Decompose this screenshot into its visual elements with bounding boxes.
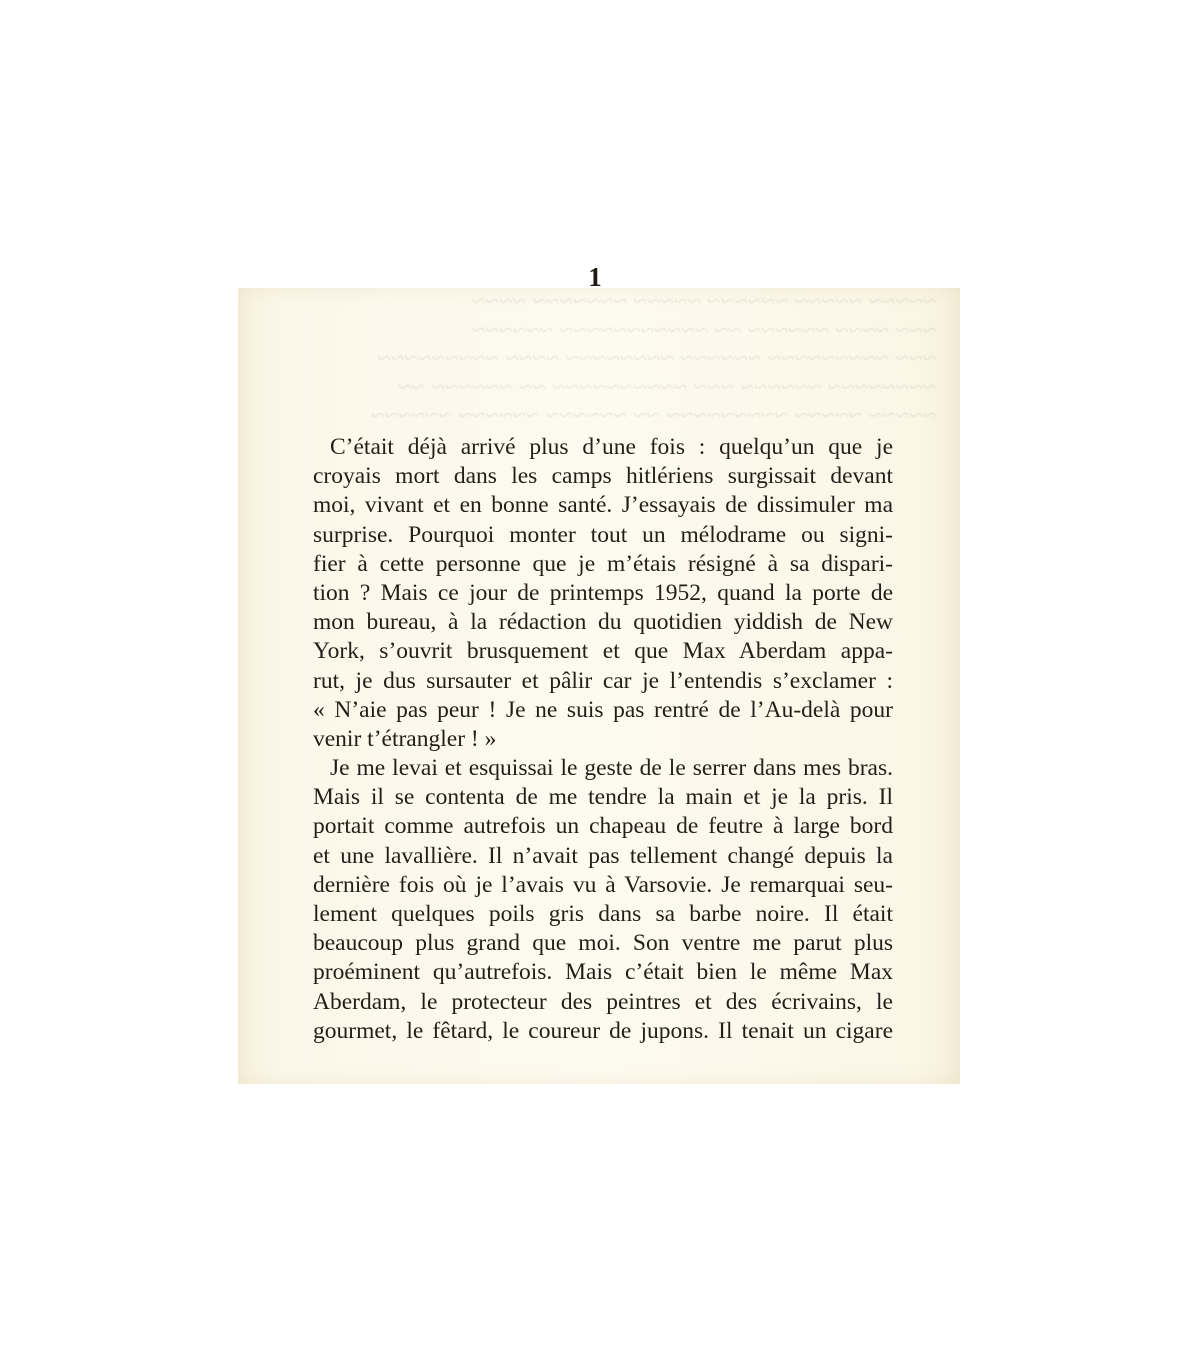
text-line: fier à cette personne que je m’étais résigné à sa dispari- [313,550,893,577]
text-line: venir t’étrangler ! » [313,725,497,752]
text-line: Aberdam, le protecteur des peintres et des écrivains, le [313,988,893,1015]
text-line: croyais mort dans les camps hitlériens surgissait devant [313,463,893,490]
chapter-number [0,262,1200,293]
paragraph [313,433,893,754]
bleed-through-texture: ~~~~~ ~~~~~ ~~~~~~ ~~~~~ ~~~~~~~ ~~~~ ~~~ ~~~~ ~~~~~~ ~~ ~~~~~~~~~~~ ~~~~~~ ~~~ ~~~~~~~~~ ~~~~~~ ~~~~~~~~ ~~~~ ~~~~~~~~~ ~~~~~~~~ ~~~~~~ ~~~ ~~~~~~~~~~ ~~ ~~~~~~ ~~ ~~~~~ ~~~~~ ~~~~~~~~~ ~~ ~~~~~~ ~~~~~~ ~~~~~~ [371,288,936,429]
paragraph [313,754,893,1046]
body-text [313,433,893,1046]
text-line: Je me levai et esquissai le geste de le serrer dans mes bras. [330,755,893,782]
text-line: portait comme autrefois un chapeau de feutre à large bord [313,813,893,840]
text-line: rut, je dus sursauter et pâlir car je l’entendis s’exclamer : [313,667,893,694]
text-line: surprise. Pourquoi monter tout un mélodrame ou signi- [313,521,893,548]
text-line: gourmet, le fêtard, le coureur de jupons. Il tenait un cigare [313,1017,893,1044]
text-line: lement quelques poils gris dans sa barbe noire. Il était [313,901,893,927]
text-line: Mais il se contenta de me tendre la main et je la pris. Il [313,784,893,811]
text-line: tion ? Mais ce jour de printemps 1952, quand la porte de [313,579,893,606]
text-line: York, s’ouvrit brusquement et que Max Aberdam appa- [313,638,893,665]
text-line: mon bureau, à la rédaction du quotidien yiddish de New [313,609,893,636]
text-line: « N’aie pas peur ! Je ne suis pas rentré de l’Au-delà pour [313,696,893,723]
text-line: proéminent qu’autrefois. Mais c’était bien le même Max [313,959,893,986]
text-line: C’était déjà arrivé plus d’une fois : quelqu’un que je [330,434,893,460]
text-line: dernière fois où je l’avais vu à Varsovie. Je remarquai seu- [313,871,893,898]
text-line: et une lavallière. Il n’avait pas tellement changé depuis la [313,842,893,869]
text-line: beaucoup plus grand que moi. Son ventre me parut plus [313,930,893,957]
text-line: moi, vivant et en bonne santé. J’essayais de dissimuler ma [313,492,893,519]
chapter-number-text: 1 [588,262,602,292]
